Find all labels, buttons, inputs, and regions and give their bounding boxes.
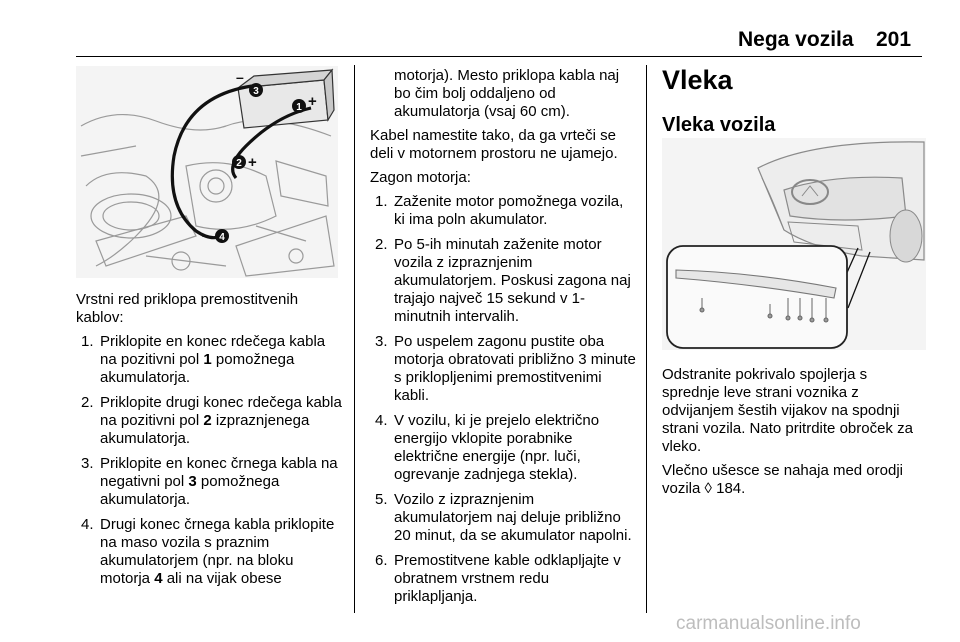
list-item: 2. Po 5-ih minutah zaženite motor vozila z izpraznjenim akumulatorjem. Poskusi zagona naj trajajo največ 15 sekund v 1-minutnih intervalih. [375,236,631,325]
column-divider-1 [354,65,355,613]
subsection-title: Vleka vozila [662,114,776,136]
list-item: 5. Vozilo z izpraznjenim akumulatorjem naj deluje približno 20 minut, da se akumulator napolni. [375,491,632,544]
column-3-text [662,366,928,504]
column-3-headings [662,64,926,138]
detail-callout [667,246,847,348]
list-item: 1. Zaženite motor pomožnega vozila, ki ima poln akumulator. [375,193,624,228]
header-rule [76,56,922,57]
list-item: 2. Priklopite drugi konec rdečega kabla na pozitivni pol 2 izpraznjenega akumulatorja. [81,394,342,447]
towing-instructions: Odstranite pokrivalo spojlerja s sprednje leve strani voznika z odvijanjem šestih vijakov na spodnji strani vozila. Nato pritrdite obroček za vleko. [662,366,913,455]
column-1-text [76,291,342,595]
label-3: 3 [253,86,259,97]
battery-drawing [238,70,334,128]
jump-order-intro: Vrstni red priklopa premostitvenih kablov: [76,291,299,326]
towing-eye-location: Vlečno ušesce se nahaja med orodji vozila ◊ 184. [662,462,903,497]
page-number: 201 [876,28,912,51]
label-3-minus: – [236,69,244,85]
engine-start-list [370,193,636,606]
list-item: 1. Priklopite en konec rdečega kabla na pozitivni pol 1 pomožnega akumulatorja. [81,333,326,386]
jump-start-illustration [76,66,338,278]
list-item: 6. Premostitvene kable odklapljajte v obratnem vrstnem redu priklapljanja. [375,552,621,605]
car-front-drawing [662,138,926,350]
label-2-plus: + [248,154,257,171]
cable-placement-text: Kabel namestite tako, da ga vrteči se deli v motornem prostoru ne ujamejo. [370,127,618,162]
towing-illustration [662,138,926,350]
label-2: 2 [236,158,242,169]
watermark: carmanualsonline.info [676,613,861,634]
label-1-plus: + [308,93,317,110]
column-divider-2 [646,65,647,613]
label-1: 1 [296,102,302,113]
column-2-text [370,67,636,613]
label-4-minus: – [202,227,210,243]
header-title: Nega vozila [738,28,854,51]
continued-text: motorja). Mesto priklopa kabla naj bo čim bolj oddaljeno od akumulatorja (vsaj 60 cm). [394,67,620,120]
list-item: 3. Po uspelem zagonu pustite oba motorja obratovati približno 3 minute s priklopljenimi premostitvenimi kabli. [375,333,636,404]
engine-start-heading: Zagon motorja: [370,169,471,186]
list-item: 4. V vozilu, ki je prejelo električno energijo vklopite porabnike električne energije (npr. luči, ogrevanje zadnjega stekla). [375,412,600,483]
jump-order-list [76,333,342,588]
list-item: 4. Drugi konec črnega kabla priklopite na maso vozila s praznim akumulatorjem (npr. na bloku motorja 4 ali na vijak obese [81,516,335,587]
engine-bay-drawing [76,66,338,278]
label-4: 4 [219,232,225,243]
list-item: 3. Priklopite en konec črnega kabla na negativni pol 3 pomožnega akumulatorja. [81,455,338,508]
page-reference-icon: ◊ [704,480,712,497]
section-title: Vleka [662,65,733,95]
